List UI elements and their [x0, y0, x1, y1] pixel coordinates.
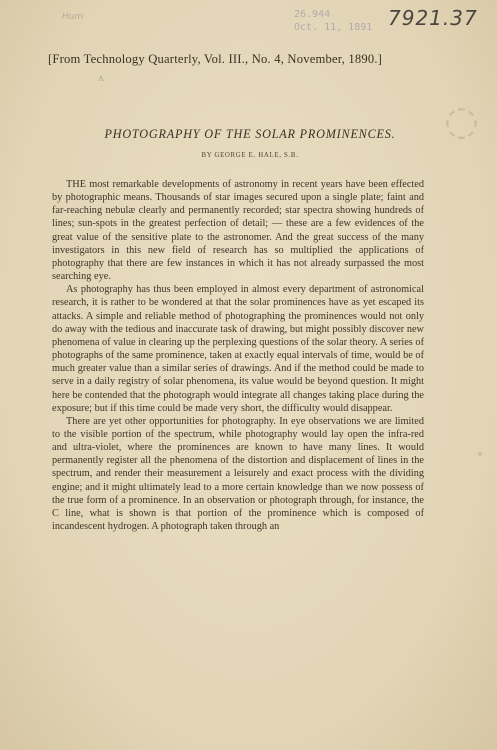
- pencil-mark: A: [98, 74, 104, 83]
- accession-number: 7921.37: [388, 6, 478, 30]
- faint-margin-mark: ◌: [444, 98, 479, 144]
- stamp-line-1: 26.944: [294, 9, 331, 20]
- source-citation: [From Technology Quarterly, Vol. III., No. 4, November, 1890.]: [48, 52, 383, 66]
- pencil-scribble: Hum: [62, 12, 84, 22]
- stamp-line-2: Oct. 11, 1891: [294, 22, 373, 33]
- library-stamp: [294, 8, 372, 34]
- article-byline: BY GEORGE E. HALE, S.B.: [201, 152, 299, 159]
- paragraph-2: As photography has thus been employed in almost every department of astronomical research, it is rather to be wondered at that the solar prominences have as yet escaped its attacks. A simple and reliable method of photographing the prominences would not only do away with the tedious and inaccurate task of drawing, but might possibly discover new phenomena of value in clearing up the perplexing questions of the solar theory. A series of photographs of the same prominence, taken at exactly equal intervals of time, would be of much greater value than a similar series of drawings. And if the method could be made to serve in a daily registry of solar phenomena, its value would be beyond question. It might here be contended that the photograph would integrate all changes taking place during the exposure; but if this time could be made very short, the difficulty would disappear.: [52, 284, 424, 414]
- article-body: [52, 178, 424, 533]
- paragraph-1: THE most remarkable developments of astronomy in recent years have been effected by photographic means. Thousands of star images secured upon a single plate; faint and far-reaching nebulæ clearly and permanently recorded; star spectra showing hundreds of lines; sun-spots in the greatest perfection of detail; — these are a few evidences of the great value of the sensitive plate to the astronomer. And the great success of the many investigators in this new field of research has so multiplied the applications of photography that there are few instances in which it has not already surpassed the most searching eye.: [52, 179, 424, 283]
- article-title: PHOTOGRAPHY OF THE SOLAR PROMINENCES.: [104, 127, 396, 141]
- paragraph-3: There are yet other opportunities for photography. In eye observations we are limited to the visible portion of the spectrum, while photography would lay open the infra-red and ultra-violet, where the prominences are known to have many lines. It would permanently register all the phenomena of the distortion and displacement of lines in the spectrum, and render their measurement a leisurely and exact process with the dividing engine; and it might ultimately lead to a more certain knowledge than we now possess of the true form of a prominence. In an observation or photograph through, for instance, the C line, what is shown is that portion of the prominence which is composed of incandescent hydrogen. A photograph taken through an: [52, 415, 424, 533]
- paper-spot: [478, 452, 482, 456]
